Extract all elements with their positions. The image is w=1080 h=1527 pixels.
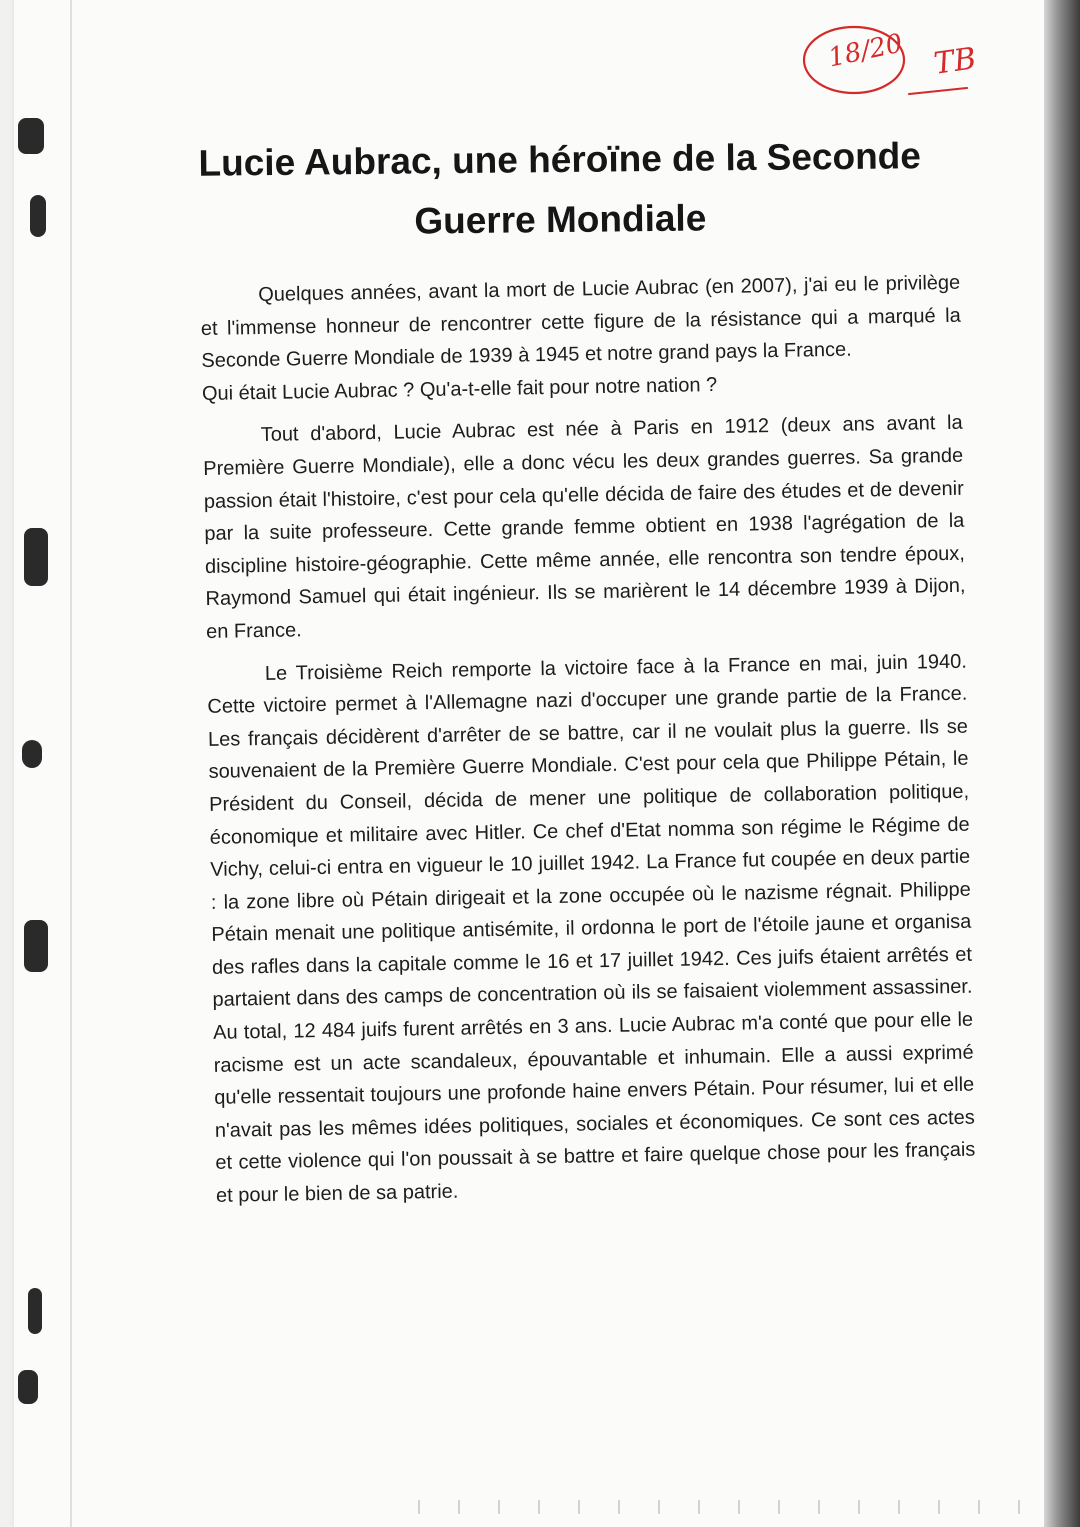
binder-hole-2: [30, 195, 46, 237]
binder-hole-4: [22, 740, 42, 768]
paragraph-history: Le Troisième Reich remporte la victoire face à la France en mai, juin 1940. Cette victoire permet à l'Allemagne nazi d'occuper une grande partie de la France. Les français décidèrent d'arrêter de se battre, car il ne voulait plus la guerre. Ils se souvenaient de la Première Guerre Mondiale. C'est pour cela que Philippe Pétain, le Président du Conseil, décida de mener une politique de collaboration politique, économique et militaire avec Hitler. Ce chef d'Etat nomma son régime le Régime de Vichy, celui-ci entra en vigueur le 10 juillet 1942. La France fut coupée en deux partie : la zone libre où Pétain dirigeait et la zone occupée où le nazisme régnait. Philippe Pétain menait une politique antisémite, il ordonna le port de l'étoile jaune et organisa des rafles dans la capitale comme le 16 et 17 juillet 1942. Ces juifs étaient arrêtés et partaient dans des camps de concentration où ils se faisaient violemment assassiner. Au total, 12 484 juifs furent arrêtés en 3 ans. Lucie Aubrac m'a conté que pour elle le racisme est un acte scandaleux, épouvantable et inhumain. Elle a aussi exprimé qu'elle ressentait toujours une profonde haine envers Pétain. Pour résumer, lui et elle n'avait pas les mêmes idées politiques, sociales et économiques. Ce sont ces actes et cette violence qui l'on poussait à se battre et faire quelque chose pour les français et pour le bien de sa patrie.: [207, 650, 976, 1207]
paragraph-intro: Quelques années, avant la mort de Lucie Aubrac (en 2007), j'ai eu le privilège et l'immense honneur de rencontrer cette figure de la résistance qui a marqué la Seconde Guerre Mondiale de 1939 à 1945 et notre grand pays la France.: [200, 271, 961, 373]
grade-annotation: [796, 20, 979, 110]
binder-right-edge: [1044, 0, 1080, 1527]
binder-hole-1: [18, 118, 44, 154]
paragraph-biography: Tout d'abord, Lucie Aubrac est née à Paris en 1912 (deux ans avant la Première Guerre Mondiale), elle a donc vécu les deux grandes guerres. Sa grande passion était l'histoire, c'est pour cela qu'elle décida de faire des études et de devenir par la suite professeure. Cette grande femme obtient en 1938 l'agrégation de la discipline histoire-géographie. Cette même année, elle rencontra son tendre époux, Raymond Samuel qui était ingénieur. Ils se marièrent le 14 décembre 1939 à Dijon, en France.: [203, 412, 966, 643]
document-body: [200, 267, 976, 1213]
binder-hole-3: [24, 528, 48, 586]
grade-underline: [908, 87, 968, 95]
binder-hole-5: [24, 920, 48, 972]
binder-hole-7: [18, 1370, 38, 1404]
binder-hole-6: [28, 1288, 42, 1334]
grade-mark: TB: [931, 41, 979, 82]
document-title: Lucie Aubrac, une héroïne de la Seconde Guerre Mondiale: [198, 135, 922, 242]
bottom-ruler-marks: [380, 1500, 1020, 1514]
paragraph-question: Qui était Lucie Aubrac ? Qu'a-t-elle fait pour notre nation ?: [201, 373, 718, 405]
grade-score: 18/20: [825, 28, 906, 74]
margin-line: [70, 0, 72, 1527]
